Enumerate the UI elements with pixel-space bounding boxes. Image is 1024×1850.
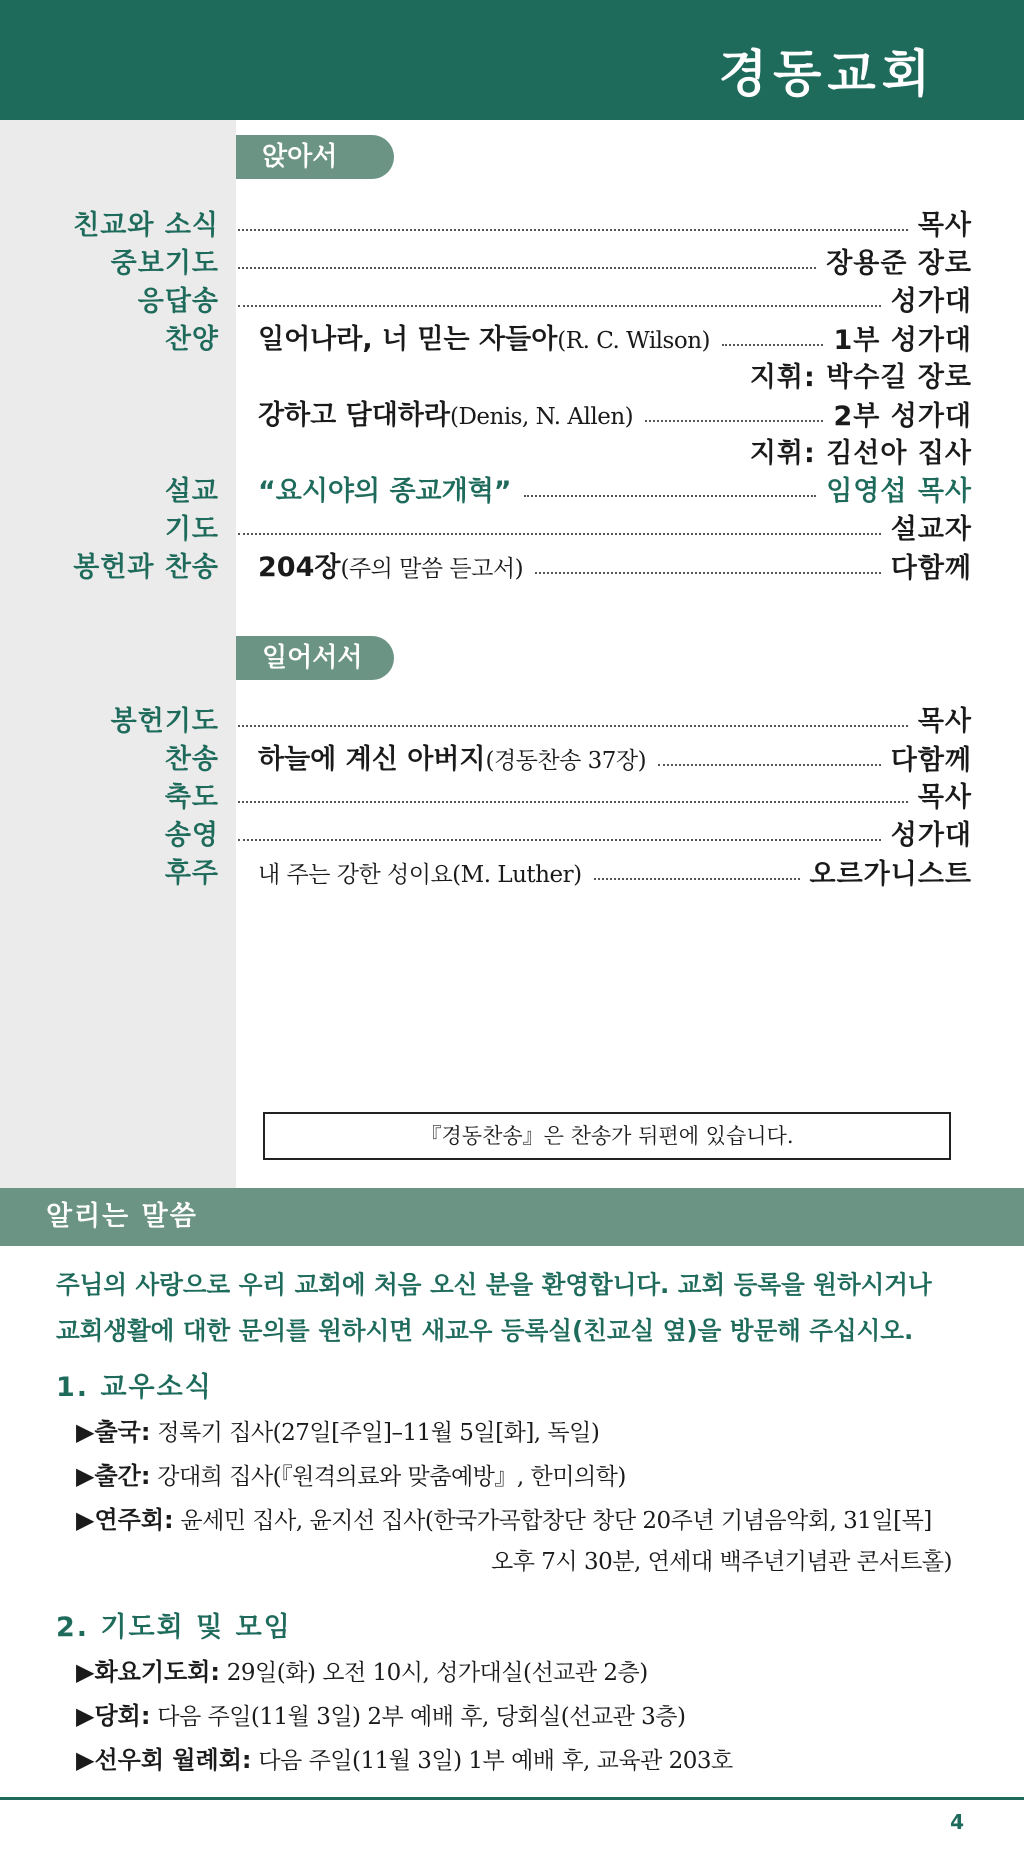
order-label: 기도	[164, 514, 219, 545]
news-item: ▶연주회: 윤세민 집사, 윤지선 집사(한국가곡합창단 창단 20주년 기념음악회, 31일[목]	[76, 1506, 932, 1534]
order-title: 204장(주의 말씀 듣고서)	[258, 552, 524, 583]
welcome-message	[56, 1262, 996, 1354]
order-label: 봉헌과 찬송	[73, 552, 219, 583]
order-label: 중보기도	[110, 248, 219, 279]
news-item: ▶출간: 강대희 집사(『원격의료와 맞춤예방』, 한미의학)	[76, 1462, 626, 1490]
order-label: 봉헌기도	[110, 706, 219, 737]
order-title: 하늘에 계신 아버지(경동찬송 37장)	[258, 744, 647, 775]
section-pill-standing: 일어서서	[236, 636, 394, 680]
order-label: 축도	[164, 782, 219, 813]
leader-dots	[238, 267, 816, 269]
meeting-item: ▶화요기도회: 29일(화) 오전 10시, 성가대실(선교관 2층)	[76, 1658, 648, 1686]
order-label: 응답송	[137, 286, 219, 317]
leader-dots	[722, 344, 824, 346]
order-leader: 2부 성가대	[833, 400, 972, 432]
leader-dots	[535, 572, 881, 574]
leader-dots	[238, 725, 908, 727]
leader-dots	[238, 229, 908, 231]
conductor-note: 지휘: 박수길 장로	[749, 362, 972, 393]
order-label: 설교	[164, 476, 219, 507]
hymnal-note: 『경동찬송』은 찬송가 뒤편에 있습니다.	[263, 1112, 951, 1160]
order-title: 내 주는 강한 성이요(M. Luther)	[258, 862, 582, 888]
order-leader: 목사	[917, 706, 972, 737]
order-leader: 임영섭 목사	[826, 476, 972, 507]
sermon-title: “요시야의 종교개혁”	[258, 476, 512, 507]
order-leader: 목사	[917, 782, 972, 813]
section-heading: 2. 기도회 및 모임	[56, 1612, 292, 1643]
order-leader: 장용준 장로	[826, 248, 972, 279]
order-leader: 다함께	[890, 744, 972, 776]
order-label: 찬송	[164, 744, 219, 775]
leader-dots	[524, 495, 817, 497]
order-label: 후주	[164, 858, 219, 889]
leader-dots	[238, 533, 881, 535]
order-leader: 1부 성가대	[833, 324, 972, 356]
meeting-item: ▶당회: 다음 주일(11월 3일) 2부 예배 후, 당회실(선교관 3층)	[76, 1702, 686, 1730]
order-leader: 성가대	[890, 820, 972, 851]
order-leader: 다함께	[890, 552, 972, 584]
order-title: 강하고 담대하라(Denis, N. Allen)	[258, 400, 634, 431]
welcome-line: 주님의 사랑으로 우리 교회에 처음 오신 분을 환영합니다. 교회 등록을 원하시거나	[56, 1270, 932, 1299]
order-leader: 목사	[917, 210, 972, 241]
order-row	[0, 852, 1024, 896]
leader-dots	[658, 764, 881, 766]
news-item-continuation: 오후 7시 30분, 연세대 백주년기념관 콘서트홀)	[491, 1549, 952, 1575]
leader-dots	[238, 305, 881, 307]
order-label: 찬양	[164, 324, 219, 355]
meeting-item: ▶선우회 월례회: 다음 주일(11월 3일) 1부 예배 후, 교육관 203호	[76, 1746, 733, 1774]
news-item: ▶출국: 정록기 집사(27일[주일]–11월 5일[화], 독일)	[76, 1418, 600, 1446]
order-label: 친교와 소식	[73, 210, 219, 241]
order-label: 송영	[164, 820, 219, 851]
church-logo: 경동교회	[718, 45, 936, 103]
announcements-title: 알리는 말씀	[46, 1201, 198, 1232]
leader-dots	[238, 801, 908, 803]
order-leader: 성가대	[890, 286, 972, 317]
conductor-note: 지휘: 김선아 집사	[749, 438, 972, 469]
announcements-header	[0, 1188, 1024, 1246]
page-number: 4	[950, 1810, 964, 1834]
leader-dots	[238, 839, 881, 841]
footer-rule	[0, 1797, 1024, 1800]
order-leader: 설교자	[890, 514, 972, 545]
order-title: 일어나라, 너 믿는 자들아(R. C. Wilson)	[258, 324, 710, 355]
order-leader: 오르가니스트	[809, 858, 972, 890]
header-bar	[0, 0, 1024, 120]
welcome-line: 교회생활에 대한 문의를 원하시면 새교우 등록실(친교실 옆)을 방문해 주십시오.	[56, 1316, 914, 1345]
leader-dots	[594, 878, 800, 880]
section-heading: 1. 교우소식	[56, 1372, 213, 1403]
leader-dots	[645, 420, 823, 422]
section-pill-sitting: 앉아서	[236, 135, 394, 179]
order-row	[0, 546, 1024, 590]
